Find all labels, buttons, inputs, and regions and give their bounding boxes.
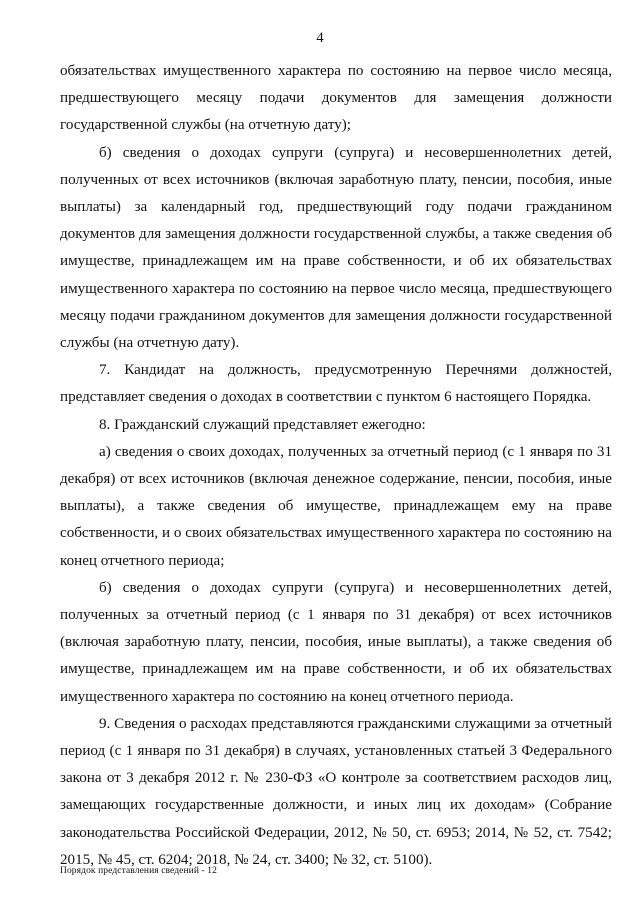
page-footer: Порядок представления сведений - 12	[60, 866, 217, 876]
paragraph-8b: б) сведения о доходах супруги (супруга) и несовершеннолетних детей, полученных за отчетный период (с 1 января по 31 декабря) от всех источников (включая заработную плату, пенсии, пособия, иные выплаты), а также сведения об имуществе, принадлежащем им на праве собственности, и об их обязательствах имущественного характера по состоянию на конец отчетного периода.	[60, 579, 612, 705]
paragraph-8a: а) сведения о своих доходах, полученных за отчетный период (с 1 января по 31 декабря) от всех источников (включая денежное содержание, пенсии, пособия, иные выплаты), а также сведения об имуществе, принадлежащем ему на праве собственности, и о своих обязательствах имущественного характера по состоянию на конец отчетного периода;	[60, 443, 612, 569]
paragraph-8: 8. Гражданский служащий представляет ежегодно:	[99, 416, 426, 433]
document-body	[60, 58, 612, 874]
page-number: 4	[316, 30, 324, 46]
paragraph-7: 7. Кандидат на должность, предусмотренную Перечнями должностей, представляет сведения о доходах в соответствии с пунктом 6 настоящего Порядка.	[60, 362, 612, 406]
paragraph-9: 9. Сведения о расходах представляются гражданскими служащими за отчетный период (с 1 января по 31 декабря) в случаях, установленных статьей 3 Федерального закона от 3 декабря 2012 г. № 230-ФЗ «О контроле за соответствием расходов лиц, замещающих государственные должности, и иных лиц их доходам» (Собрание законодательства Российской Федерации, 2012, № 50, ст. 6953; 2014, № 52, ст. 7542; 2015, № 45, ст. 6204; 2018, № 24, ст. 3400; № 32, ст. 5100).	[60, 715, 612, 868]
paragraph-6b: б) сведения о доходах супруги (супруга) и несовершеннолетних детей, полученных от всех источников (включая заработную плату, пенсии, пособия, иные выплаты) за календарный год, предшествующий году подачи гражданином документов для замещения должности государственной службы, а также сведения об имуществе, принадлежащем им на праве собственности, и об их обязательствах имущественного характера по состоянию на первое число месяца, предшествующего месяцу подачи гражданином документов для замещения должности государственной службы (на отчетную дату).	[60, 144, 612, 352]
paragraph-continuation: обязательствах имущественного характера по состоянию на первое число месяца, предшествующего месяцу подачи документов для замещения должности государственной службы (на отчетную дату);	[60, 63, 612, 134]
